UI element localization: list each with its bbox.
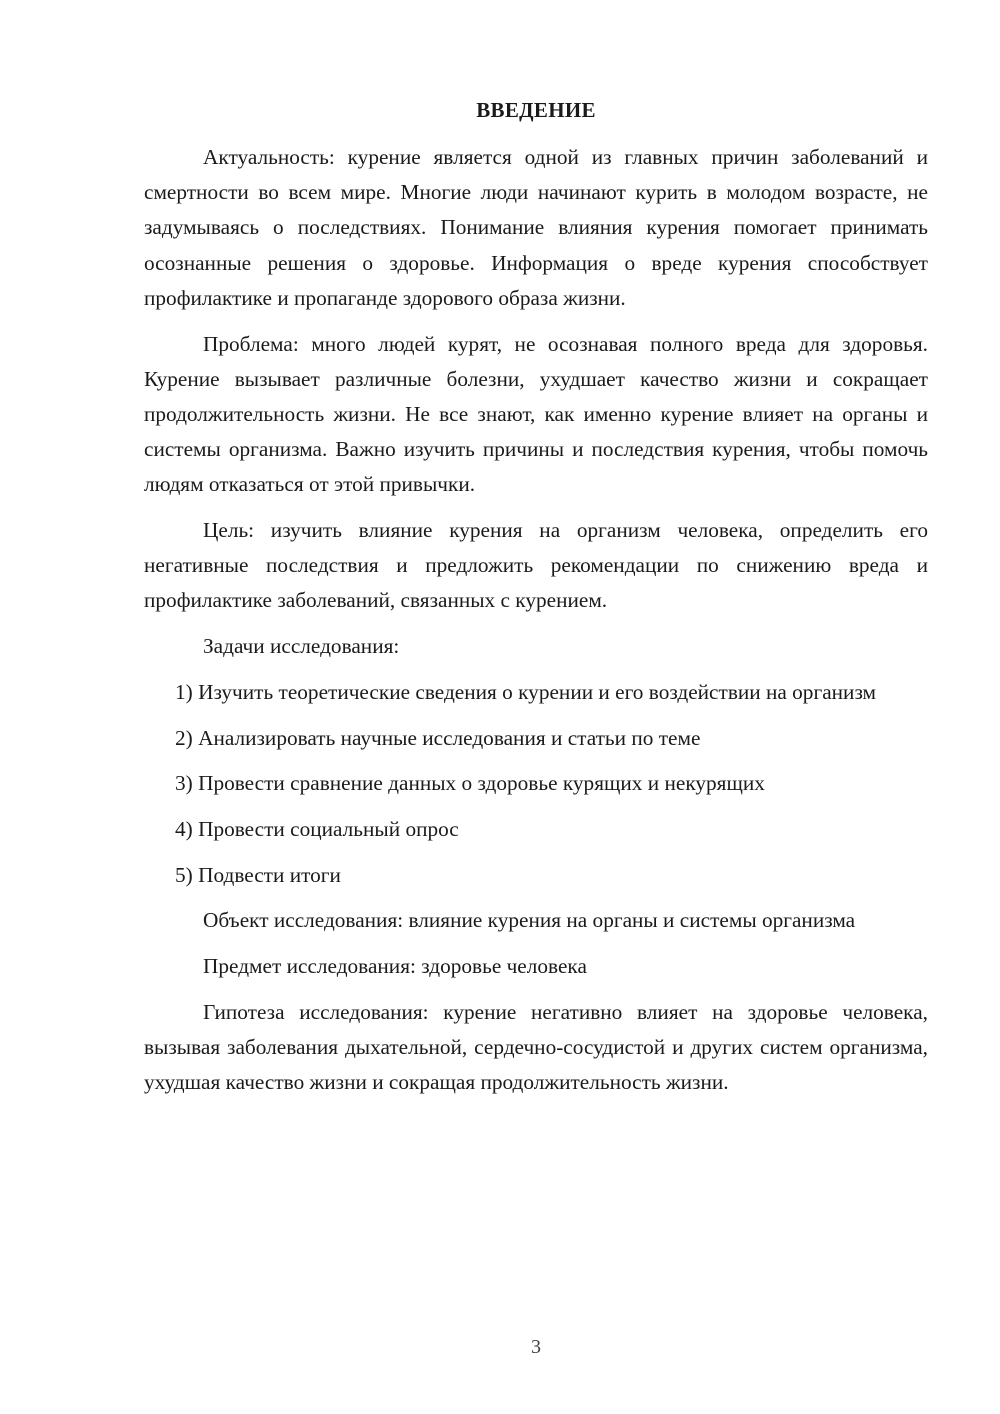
task-item-1: 1) Изучить теоретические сведения о курении и его воздействии на организм <box>175 679 877 704</box>
paragraph-relevance: Актуальность: курение является одной из главных причин заболеваний и смертности во всем мире. Многие люди начинают курить в молодом возрасте, не задумываясь о последствиях. Понимание влияния курения помогает принимать осознанные решения о здоровье. Информация о вреде курения способствует профилактике и пропаганде здорового образа жизни. <box>144 145 928 310</box>
page-title: ВВЕДЕНИЕ <box>476 98 596 122</box>
task-item-5: 5) Подвести итоги <box>175 862 341 887</box>
paragraph-goal: Цель: изучить влияние курения на организм человека, определить его негативные последствия и предложить рекомендации по снижению вреда и профилактике заболеваний, связанных с курением. <box>144 518 928 613</box>
paragraph-subject: Предмет исследования: здоровье человека <box>203 954 587 979</box>
page-number: 3 <box>531 1336 541 1358</box>
paragraph-object: Объект исследования: влияние курения на органы и системы организма <box>203 908 856 933</box>
task-item-2: 2) Анализировать научные исследования и статьи по теме <box>175 725 701 750</box>
document-body <box>144 140 928 1111</box>
paragraph-hypothesis: Гипотеза исследования: курение негативно влияет на здоровье человека, вызывая заболевания дыхательной, сердечно-сосудистой и других систем организма, ухудшая качество жизни и сокращая продолжительность жизни. <box>144 999 928 1095</box>
task-item-3: 3) Провести сравнение данных о здоровье курящих и некурящих <box>175 771 765 796</box>
task-item-4: 4) Провести социальный опрос <box>175 816 459 841</box>
tasks-heading: Задачи исследования: <box>203 634 400 659</box>
paragraph-problem: Проблема: много людей курят, не осознавая полного вреда для здоровья. Курение вызывает различные болезни, ухудшает качество жизни и сокращает продолжительность жизни. Не все знают, как именно курение влияет на органы и системы организма. Важно изучить причины и последствия курения, чтобы помочь людям отказаться от этой привычки. <box>144 331 928 497</box>
